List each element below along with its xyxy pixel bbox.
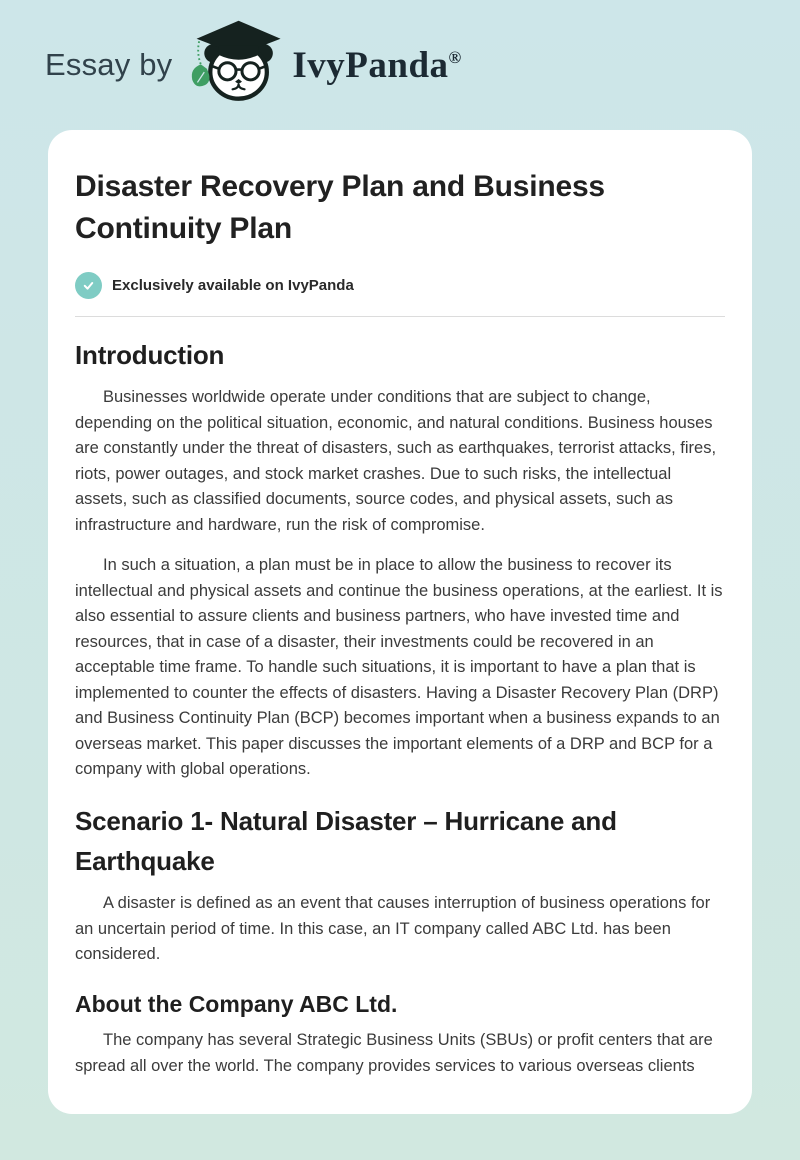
registered-trademark-symbol: ®	[448, 47, 462, 67]
paragraph: A disaster is defined as an event that causes interruption of business operations for an uncertain period of time. In this case, an IT company called ABC Ltd. has been considered.	[75, 894, 711, 964]
essay-by-label: Essay by	[45, 47, 173, 82]
brand-name: IvyPanda	[292, 44, 449, 86]
section-heading-introduction: Introduction	[75, 340, 225, 370]
essay-card	[48, 130, 752, 1114]
paragraph: In such a situation, a plan must be in place to allow the business to recover its intellectual and physical assets and continue the business operations, at the earliest. It is also essential to assure clients and business partners, who have invested time and resources, that in case of a disaster, their investments could be recovered in an acceptable time frame. To handle such situations, it is important to have a plan that is implemented to counter the effects of disasters. Having a Disaster Recovery Plan (DRP) and Business Continuity Plan (BCP) becomes important when a business expands to an overseas market. This paper discusses the important elements of a DRP and BCP for a company with global operations.	[75, 556, 723, 779]
section-heading-scenario-1: Scenario 1- Natural Disaster – Hurricane and Earthquake	[75, 805, 617, 877]
ivypanda-panda-logo-icon	[188, 19, 284, 111]
paragraph: The company has several Strategic Business Units (SBUs) or profit centers that are spread all over the world. The company provides services to various overseas clients	[75, 1031, 713, 1075]
exclusive-badge	[75, 272, 725, 299]
exclusive-badge-label: Exclusively available on IvyPanda	[112, 277, 354, 294]
page-title: Disaster Recovery Plan and Business Continuity Plan	[75, 170, 605, 245]
site-header	[0, 0, 800, 130]
divider	[75, 316, 725, 317]
paragraph: Businesses worldwide operate under conditions that are subject to change, depending on the political situation, economic, and natural conditions. Business houses are constantly under the threat of disasters, such as earthquakes, terrorist attacks, fires, riots, power outages, and stock market crashes. Due to such risks, the intellectual assets, such as classified documents, source codes, and physical assets, such as infrastructure and hardware, run the risk of compromise.	[75, 388, 717, 534]
brand-wordmark	[292, 44, 461, 87]
checkmark-icon	[75, 272, 102, 299]
section-heading-about-company: About the Company ABC Ltd.	[75, 990, 398, 1017]
